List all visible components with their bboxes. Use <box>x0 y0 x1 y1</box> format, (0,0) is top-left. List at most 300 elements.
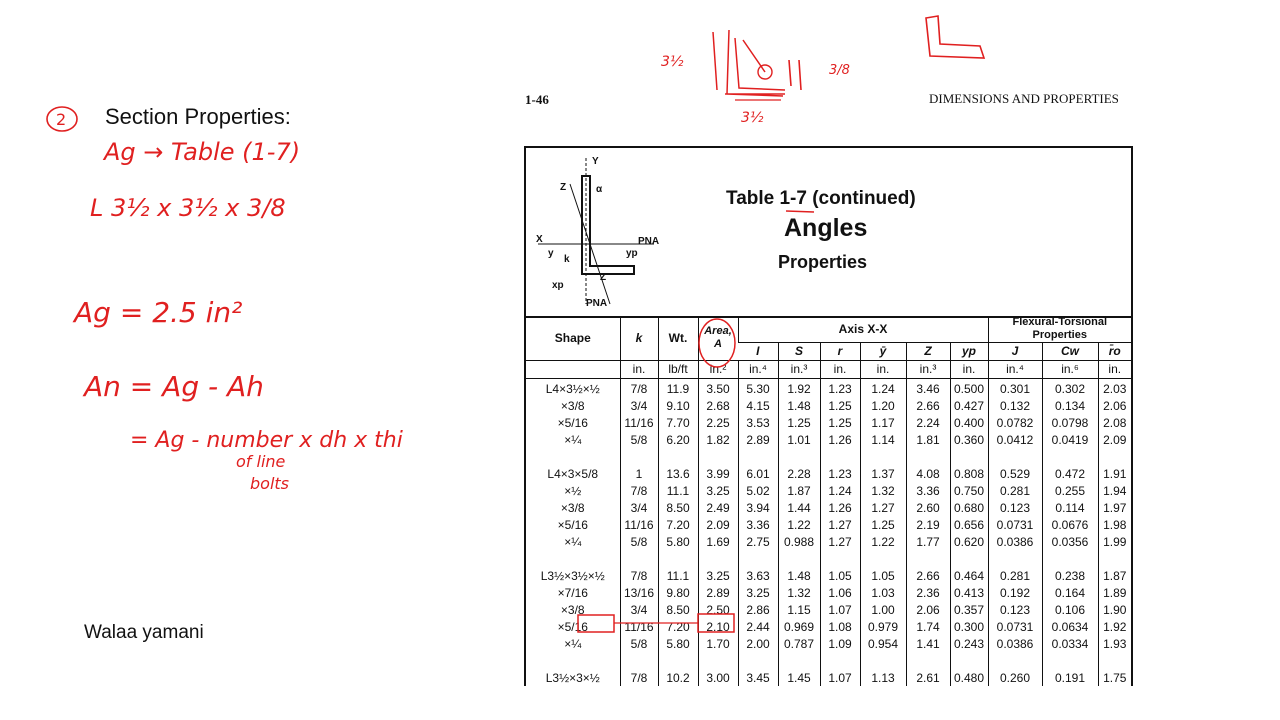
gap-cell <box>950 449 988 466</box>
value-cell: 0.0412 <box>988 432 1042 449</box>
fig-label-xp: xp <box>552 280 564 291</box>
col-yp: yp <box>950 343 988 361</box>
gap-cell <box>950 551 988 568</box>
gap-cell <box>698 551 738 568</box>
gap-cell <box>620 653 658 670</box>
value-cell: 3.99 <box>698 466 738 483</box>
unit-cell: in. <box>860 361 906 379</box>
table-row <box>526 517 1131 534</box>
value-cell: 0.413 <box>950 585 988 602</box>
gap-cell <box>860 653 906 670</box>
value-cell: 1.98 <box>1098 517 1131 534</box>
value-cell: 2.68 <box>698 398 738 415</box>
value-cell: 0.988 <box>778 534 820 551</box>
value-cell: 1.70 <box>698 636 738 653</box>
shape-cell: ×3/8 <box>560 603 585 617</box>
gap-cell <box>738 653 778 670</box>
value-cell: 1.90 <box>1098 602 1131 619</box>
table-row <box>526 415 1131 432</box>
gap-cell <box>1098 653 1131 670</box>
value-cell: 0.300 <box>950 619 988 636</box>
value-cell: 3.25 <box>698 568 738 585</box>
unit-cell: in.³ <box>778 361 820 379</box>
value-cell: 2.09 <box>1098 432 1131 449</box>
value-cell: 5/8 <box>620 432 658 449</box>
value-cell: 2.66 <box>906 568 950 585</box>
value-cell: 1.24 <box>820 483 860 500</box>
value-cell: 1.05 <box>860 568 906 585</box>
value-cell: 1.26 <box>820 432 860 449</box>
value-cell: 1.09 <box>820 636 860 653</box>
value-cell: 3.63 <box>738 568 778 585</box>
value-cell: 0.464 <box>950 568 988 585</box>
value-cell: 2.36 <box>906 585 950 602</box>
value-cell: 13.6 <box>658 466 698 483</box>
table-title-area <box>526 148 1131 318</box>
value-cell: 1.69 <box>698 534 738 551</box>
value-cell: 3.46 <box>906 381 950 398</box>
handwritten-an-expand-line3: bolts <box>250 474 289 493</box>
shape-cell: ×3/8 <box>560 399 585 413</box>
value-cell: 0.106 <box>1042 602 1098 619</box>
value-cell: 2.66 <box>906 398 950 415</box>
value-cell: 0.255 <box>1042 483 1098 500</box>
value-cell: 1.92 <box>1098 619 1131 636</box>
value-cell: 2.09 <box>698 517 738 534</box>
value-cell: 2.89 <box>738 432 778 449</box>
properties-table <box>524 146 1133 686</box>
table-row-partial <box>526 670 1131 686</box>
shape-cell: ×¼ <box>564 433 582 447</box>
value-cell: 6.01 <box>738 466 778 483</box>
value-cell: 0.969 <box>778 619 820 636</box>
value-cell: 0.529 <box>988 466 1042 483</box>
value-cell: 1.25 <box>778 415 820 432</box>
value-cell: 3.36 <box>738 517 778 534</box>
value-cell: 3/4 <box>620 500 658 517</box>
value-cell: 0.500 <box>950 381 988 398</box>
gap-cell <box>698 653 738 670</box>
group-flexural-torsional: Flexural-Torsional Properties <box>988 316 1131 343</box>
value-cell: 3.94 <box>738 500 778 517</box>
value-cell: 0.750 <box>950 483 988 500</box>
handwritten-an-formula: An = Ag - Ah <box>84 370 264 403</box>
value-cell: 0.238 <box>1042 568 1098 585</box>
shape-cell: L4×3×5/8 <box>547 467 599 481</box>
gap-cell <box>658 449 698 466</box>
value-cell: 2.25 <box>698 415 738 432</box>
fig-label-alpha: α <box>596 184 603 195</box>
fig-label-pna-right: PNA <box>638 236 660 247</box>
value-cell: 2.61 <box>906 670 950 686</box>
fig-label-z-top: Z <box>560 182 567 193</box>
value-cell: 0.0356 <box>1042 534 1098 551</box>
value-cell: 0.132 <box>988 398 1042 415</box>
table-row <box>526 432 1131 449</box>
value-cell: 1.44 <box>778 500 820 517</box>
value-cell: 11.1 <box>658 568 698 585</box>
gap-cell <box>620 551 658 568</box>
value-cell: 1.74 <box>906 619 950 636</box>
value-cell: 1.07 <box>820 670 860 686</box>
value-cell: 0.191 <box>1042 670 1098 686</box>
value-cell: 1.08 <box>820 619 860 636</box>
value-cell: 2.00 <box>738 636 778 653</box>
handwritten-an-expand-line2: of line <box>236 452 286 471</box>
value-cell: 1.32 <box>860 483 906 500</box>
value-cell: 3.45 <box>738 670 778 686</box>
value-cell: 9.80 <box>658 585 698 602</box>
fig-label-k: k <box>564 254 570 265</box>
value-cell: 0.0731 <box>988 517 1042 534</box>
value-cell: 0.123 <box>988 500 1042 517</box>
value-cell: 0.787 <box>778 636 820 653</box>
table-row <box>526 381 1131 398</box>
col-area: Area, A <box>698 316 738 361</box>
gap-cell <box>698 449 738 466</box>
fig-label-y: Y <box>592 156 599 167</box>
circled-number-text: 2 <box>56 110 67 129</box>
properties-grid <box>526 316 1131 686</box>
unit-cell: in.² <box>698 361 738 379</box>
value-cell: 1.89 <box>1098 585 1131 602</box>
value-cell: 1.25 <box>820 398 860 415</box>
gap-cell <box>820 551 860 568</box>
table-row <box>526 602 1131 619</box>
value-cell: 3.00 <box>698 670 738 686</box>
value-cell: 1.45 <box>778 670 820 686</box>
col-ro: r̄o <box>1098 343 1131 361</box>
value-cell: 0.400 <box>950 415 988 432</box>
unit-cell: lb/ft <box>658 361 698 379</box>
shape-cell: ×5/16 <box>557 518 588 532</box>
table-row <box>526 483 1131 500</box>
sketch-bottom-dim: 3½ <box>741 110 764 126</box>
value-cell: 3.36 <box>906 483 950 500</box>
gap-cell <box>906 653 950 670</box>
value-cell: 1.32 <box>778 585 820 602</box>
value-cell: 1.77 <box>906 534 950 551</box>
value-cell: 4.15 <box>738 398 778 415</box>
shape-cell: ×7/16 <box>557 586 588 600</box>
fig-label-yp: yp <box>626 248 638 259</box>
value-cell: 1.91 <box>1098 466 1131 483</box>
value-cell: 9.10 <box>658 398 698 415</box>
value-cell: 1.05 <box>820 568 860 585</box>
circled-number-annotation <box>45 104 81 134</box>
col-i: I <box>756 344 760 358</box>
gap-cell <box>906 551 950 568</box>
gap-cell <box>988 551 1042 568</box>
value-cell: 1.17 <box>860 415 906 432</box>
unit-cell: in. <box>820 361 860 379</box>
value-cell: 1.75 <box>1098 670 1131 686</box>
col-ybar: ȳ <box>860 343 906 361</box>
value-cell: 0.680 <box>950 500 988 517</box>
sketch-left-dim: 3½ <box>661 54 684 70</box>
gap-cell <box>620 449 658 466</box>
value-cell: 11.1 <box>658 483 698 500</box>
gap-cell <box>778 449 820 466</box>
value-cell: 2.19 <box>906 517 950 534</box>
value-cell: 13/16 <box>620 585 658 602</box>
angle-sketch <box>655 10 855 130</box>
unit-cell: in.⁶ <box>1042 361 1098 379</box>
group-gap <box>526 653 1131 670</box>
gap-cell <box>820 653 860 670</box>
shape-cell: ×½ <box>564 484 582 498</box>
value-cell: 3/4 <box>620 602 658 619</box>
table-row <box>526 585 1131 602</box>
table-row <box>526 534 1131 551</box>
value-cell: 2.50 <box>698 602 738 619</box>
value-cell: 1.27 <box>860 500 906 517</box>
value-cell: 1.24 <box>860 381 906 398</box>
gap-cell <box>778 653 820 670</box>
section-title: Section Properties: <box>105 104 291 129</box>
shape-cell: ×3/8 <box>560 501 585 515</box>
gap-cell <box>860 449 906 466</box>
sketch-right-dim: 3/8 <box>829 63 850 78</box>
col-z: Z <box>906 343 950 361</box>
value-cell: 2.24 <box>906 415 950 432</box>
value-cell: 0.472 <box>1042 466 1098 483</box>
value-cell: 1.99 <box>1098 534 1131 551</box>
value-cell: 5/8 <box>620 636 658 653</box>
value-cell: 1.27 <box>820 534 860 551</box>
value-cell: 7/8 <box>620 568 658 585</box>
value-cell: 2.89 <box>698 585 738 602</box>
col-shape: Shape <box>554 330 591 345</box>
gap-cell <box>658 551 698 568</box>
value-cell: 0.0419 <box>1042 432 1098 449</box>
value-cell: 7/8 <box>620 670 658 686</box>
value-cell: 0.114 <box>1042 500 1098 517</box>
value-cell: 1.94 <box>1098 483 1131 500</box>
group-gap <box>526 551 1131 568</box>
fig-label-pna-bottom: PNA <box>586 298 608 309</box>
value-cell: 1.22 <box>860 534 906 551</box>
gap-cell <box>526 449 620 466</box>
value-cell: 1.22 <box>778 517 820 534</box>
value-cell: 1.92 <box>778 381 820 398</box>
shape-cell: L4×3½×½ <box>545 382 600 396</box>
shape-cell: ×¼ <box>564 637 582 651</box>
value-cell: 5.30 <box>738 381 778 398</box>
col-wt: Wt. <box>658 316 698 361</box>
unit-cell: in.⁴ <box>738 361 778 379</box>
table-row <box>526 636 1131 653</box>
value-cell: 1.00 <box>860 602 906 619</box>
value-cell: 0.0676 <box>1042 517 1098 534</box>
value-cell: 0.0334 <box>1042 636 1098 653</box>
gap-cell <box>526 653 620 670</box>
table-row <box>526 568 1131 585</box>
value-cell: 0.192 <box>988 585 1042 602</box>
unit-cell: in. <box>620 361 658 379</box>
value-cell: 1.25 <box>860 517 906 534</box>
gap-cell <box>1042 653 1098 670</box>
gap-cell <box>1042 449 1098 466</box>
group-gap <box>526 449 1131 466</box>
value-cell: 1.87 <box>778 483 820 500</box>
value-cell: 8.50 <box>658 602 698 619</box>
value-cell: 1.48 <box>778 568 820 585</box>
author-name: Walaa yamani <box>84 622 204 643</box>
value-cell: 1 <box>620 466 658 483</box>
col-k: k <box>620 316 658 361</box>
value-cell: 0.0798 <box>1042 415 1098 432</box>
value-cell: 2.75 <box>738 534 778 551</box>
value-cell: 1.48 <box>778 398 820 415</box>
value-cell: 3.53 <box>738 415 778 432</box>
value-cell: 3.50 <box>698 381 738 398</box>
gap-cell <box>738 449 778 466</box>
value-cell: 7/8 <box>620 381 658 398</box>
value-cell: 1.87 <box>1098 568 1131 585</box>
value-cell: 7.20 <box>658 517 698 534</box>
handwritten-ag-value: Ag = 2.5 in² <box>74 296 243 329</box>
value-cell: 5.80 <box>658 534 698 551</box>
value-cell: 0.0386 <box>988 636 1042 653</box>
value-cell: 1.25 <box>820 415 860 432</box>
value-cell: 4.08 <box>906 466 950 483</box>
value-cell: 1.13 <box>860 670 906 686</box>
angle-section-figure <box>534 154 664 314</box>
value-cell: 1.06 <box>820 585 860 602</box>
handwritten-an-expand: = Ag - number x dh x thi <box>130 428 403 453</box>
value-cell: 0.0731 <box>988 619 1042 636</box>
value-cell: 0.243 <box>950 636 988 653</box>
running-head: DIMENSIONS AND PROPERTIES <box>929 91 1119 106</box>
value-cell: 2.08 <box>1098 415 1131 432</box>
value-cell: 2.60 <box>906 500 950 517</box>
gap-cell <box>906 449 950 466</box>
value-cell: 2.06 <box>1098 398 1131 415</box>
value-cell: 11/16 <box>620 619 658 636</box>
table-title: Table 1-7 (continued) <box>726 188 916 209</box>
gap-cell <box>988 449 1042 466</box>
table-row <box>526 619 1131 636</box>
value-cell: 5.80 <box>658 636 698 653</box>
value-cell: 1.01 <box>778 432 820 449</box>
gap-cell <box>1098 551 1131 568</box>
angle-l-sketch <box>918 10 998 70</box>
value-cell: 0.302 <box>1042 381 1098 398</box>
handwritten-angle-size: L 3½ x 3½ x 3/8 <box>90 194 286 222</box>
value-cell: 1.14 <box>860 432 906 449</box>
value-cell: 0.281 <box>988 568 1042 585</box>
group-axis-xx: Axis X-X <box>738 316 988 343</box>
gap-cell <box>950 653 988 670</box>
value-cell: 0.0782 <box>988 415 1042 432</box>
value-cell: 7.70 <box>658 415 698 432</box>
value-cell: 11.9 <box>658 381 698 398</box>
col-cw: Cw <box>1042 343 1098 361</box>
gap-cell <box>988 653 1042 670</box>
table-row <box>526 398 1131 415</box>
value-cell: 1.15 <box>778 602 820 619</box>
col-s: S <box>778 343 820 361</box>
table-body <box>526 379 1131 687</box>
gap-cell <box>1042 551 1098 568</box>
unit-cell: in.⁴ <box>988 361 1042 379</box>
value-cell: 0.620 <box>950 534 988 551</box>
value-cell: 7.20 <box>658 619 698 636</box>
units-row <box>526 361 1131 379</box>
shape-cell: L3½×3×½ <box>545 671 600 685</box>
value-cell: 0.808 <box>950 466 988 483</box>
table-subtitle2: Properties <box>778 252 868 272</box>
value-cell: 0.480 <box>950 670 988 686</box>
value-cell: 2.06 <box>906 602 950 619</box>
value-cell: 0.954 <box>860 636 906 653</box>
value-cell: 1.97 <box>1098 500 1131 517</box>
handwritten-ag-table: Ag → Table (1-7) <box>104 138 301 166</box>
gap-cell <box>778 551 820 568</box>
value-cell: 1.23 <box>820 381 860 398</box>
value-cell: 2.03 <box>1098 381 1131 398</box>
value-cell: 5/8 <box>620 534 658 551</box>
value-cell: 0.357 <box>950 602 988 619</box>
value-cell: 1.81 <box>906 432 950 449</box>
value-cell: 0.301 <box>988 381 1042 398</box>
fig-label-x: X <box>536 234 543 245</box>
value-cell: 0.123 <box>988 602 1042 619</box>
gap-cell <box>1098 449 1131 466</box>
value-cell: 1.20 <box>860 398 906 415</box>
value-cell: 1.37 <box>860 466 906 483</box>
value-cell: 3/4 <box>620 398 658 415</box>
unit-cell: in.³ <box>906 361 950 379</box>
fig-label-ybar: y <box>548 248 554 259</box>
value-cell: 0.260 <box>988 670 1042 686</box>
value-cell: 0.427 <box>950 398 988 415</box>
value-cell: 0.0634 <box>1042 619 1098 636</box>
value-cell: 0.134 <box>1042 398 1098 415</box>
table-row <box>526 500 1131 517</box>
unit-cell: in. <box>1098 361 1131 379</box>
shape-cell: ×5/16 <box>557 416 588 430</box>
value-cell: 1.27 <box>820 517 860 534</box>
value-cell: 1.03 <box>860 585 906 602</box>
value-cell: 6.20 <box>658 432 698 449</box>
value-cell: 1.26 <box>820 500 860 517</box>
value-cell: 0.656 <box>950 517 988 534</box>
value-cell: 0.360 <box>950 432 988 449</box>
value-cell: 11/16 <box>620 415 658 432</box>
shape-cell: L3½×3½×½ <box>540 569 605 583</box>
value-cell: 8.50 <box>658 500 698 517</box>
value-cell: 0.0386 <box>988 534 1042 551</box>
gap-cell <box>658 653 698 670</box>
value-cell: 1.23 <box>820 466 860 483</box>
value-cell: 3.25 <box>738 585 778 602</box>
value-cell: 3.25 <box>698 483 738 500</box>
page-number: 1-46 <box>525 92 549 107</box>
value-cell: 0.164 <box>1042 585 1098 602</box>
table-row <box>526 466 1131 483</box>
value-cell: 0.281 <box>988 483 1042 500</box>
gap-cell <box>738 551 778 568</box>
table-subtitle: Angles <box>784 214 868 242</box>
value-cell: 2.44 <box>738 619 778 636</box>
shape-cell: ×5/16 <box>557 620 588 634</box>
value-cell: 7/8 <box>620 483 658 500</box>
fig-label-z-bottom: Z <box>600 272 607 283</box>
value-cell: 2.28 <box>778 466 820 483</box>
value-cell: 1.07 <box>820 602 860 619</box>
